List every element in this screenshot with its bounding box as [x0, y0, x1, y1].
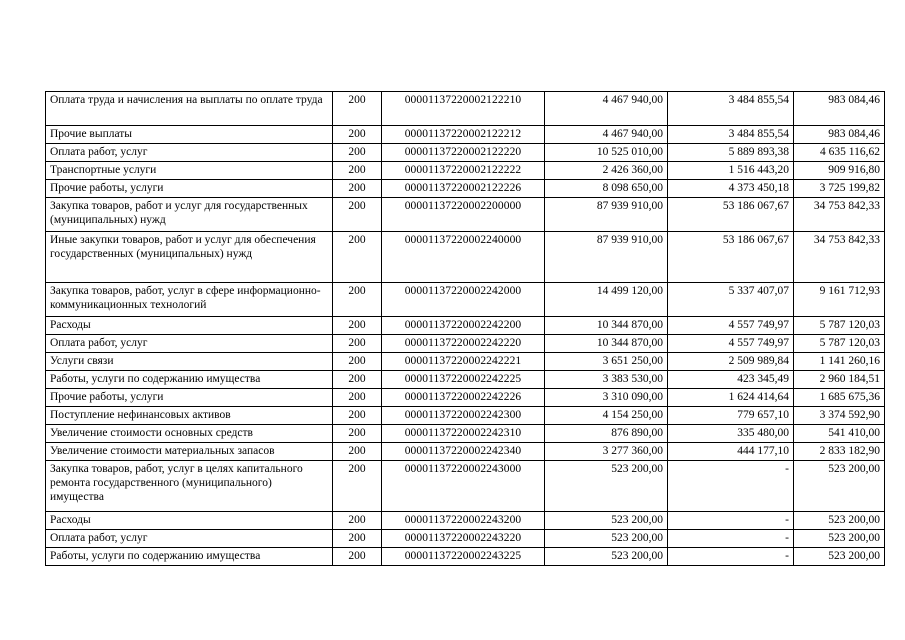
table-row: [46, 232, 885, 283]
table-row: [46, 283, 885, 317]
row-name-cell: Закупка товаров, работ, услуг в сфере информационно-коммуникационных технологий: [46, 283, 333, 317]
row-unexecuted-amount-cell: 523 200,00: [794, 512, 885, 530]
row-approved-amount-cell: 523 200,00: [545, 530, 668, 548]
row-approved-amount-cell: 10 344 870,00: [545, 335, 668, 353]
row-line-code-cell: 200: [333, 425, 382, 443]
row-unexecuted-amount-cell: 983 084,46: [794, 126, 885, 144]
row-unexecuted-amount-cell: 523 200,00: [794, 530, 885, 548]
row-executed-amount-cell: 2 509 989,84: [668, 353, 794, 371]
row-executed-amount-cell: 4 557 749,97: [668, 317, 794, 335]
row-approved-amount-cell: 876 890,00: [545, 425, 668, 443]
row-executed-amount-cell: 53 186 067,67: [668, 232, 794, 283]
row-name-cell: Расходы: [46, 512, 333, 530]
table-row: [46, 335, 885, 353]
row-unexecuted-amount-cell: 909 916,80: [794, 162, 885, 180]
row-classification-code-cell: 00001137220002242200: [382, 317, 545, 335]
row-line-code-cell: 200: [333, 353, 382, 371]
table-row: [46, 443, 885, 461]
row-line-code-cell: 200: [333, 92, 382, 126]
row-approved-amount-cell: 10 525 010,00: [545, 144, 668, 162]
row-name-cell: Поступление нефинансовых активов: [46, 407, 333, 425]
row-line-code-cell: 200: [333, 371, 382, 389]
table-body: [46, 92, 885, 566]
row-unexecuted-amount-cell: 4 635 116,62: [794, 144, 885, 162]
table-row: [46, 126, 885, 144]
table-row: [46, 198, 885, 232]
row-unexecuted-amount-cell: 3 374 592,90: [794, 407, 885, 425]
row-executed-amount-cell: 423 345,49: [668, 371, 794, 389]
row-approved-amount-cell: 523 200,00: [545, 461, 668, 512]
row-approved-amount-cell: 3 310 090,00: [545, 389, 668, 407]
row-line-code-cell: 200: [333, 407, 382, 425]
table-row: [46, 162, 885, 180]
row-classification-code-cell: 00001137220002242221: [382, 353, 545, 371]
row-classification-code-cell: 00001137220002242000: [382, 283, 545, 317]
row-line-code-cell: 200: [333, 232, 382, 283]
row-line-code-cell: 200: [333, 530, 382, 548]
row-unexecuted-amount-cell: 5 787 120,03: [794, 317, 885, 335]
row-approved-amount-cell: 2 426 360,00: [545, 162, 668, 180]
row-unexecuted-amount-cell: 2 833 182,90: [794, 443, 885, 461]
row-classification-code-cell: 00001137220002242300: [382, 407, 545, 425]
row-unexecuted-amount-cell: 2 960 184,51: [794, 371, 885, 389]
row-approved-amount-cell: 4 467 940,00: [545, 92, 668, 126]
row-line-code-cell: 200: [333, 548, 382, 566]
row-approved-amount-cell: 10 344 870,00: [545, 317, 668, 335]
row-unexecuted-amount-cell: 1 685 675,36: [794, 389, 885, 407]
row-unexecuted-amount-cell: 983 084,46: [794, 92, 885, 126]
row-line-code-cell: 200: [333, 461, 382, 512]
table-row: [46, 317, 885, 335]
row-approved-amount-cell: 87 939 910,00: [545, 232, 668, 283]
row-name-cell: Услуги связи: [46, 353, 333, 371]
row-executed-amount-cell: -: [668, 530, 794, 548]
row-name-cell: Увеличение стоимости основных средств: [46, 425, 333, 443]
row-line-code-cell: 200: [333, 512, 382, 530]
row-line-code-cell: 200: [333, 389, 382, 407]
row-executed-amount-cell: 335 480,00: [668, 425, 794, 443]
row-executed-amount-cell: 1 624 414,64: [668, 389, 794, 407]
table-row: [46, 371, 885, 389]
row-executed-amount-cell: 53 186 067,67: [668, 198, 794, 232]
table-row: [46, 389, 885, 407]
row-unexecuted-amount-cell: 523 200,00: [794, 548, 885, 566]
row-executed-amount-cell: 3 484 855,54: [668, 126, 794, 144]
row-name-cell: Оплата работ, услуг: [46, 335, 333, 353]
row-unexecuted-amount-cell: 3 725 199,82: [794, 180, 885, 198]
row-line-code-cell: 200: [333, 162, 382, 180]
row-line-code-cell: 200: [333, 198, 382, 232]
row-classification-code-cell: 00001137220002242220: [382, 335, 545, 353]
row-classification-code-cell: 00001137220002243200: [382, 512, 545, 530]
row-name-cell: Оплата работ, услуг: [46, 530, 333, 548]
row-classification-code-cell: 00001137220002122226: [382, 180, 545, 198]
row-classification-code-cell: 00001137220002122220: [382, 144, 545, 162]
row-classification-code-cell: 00001137220002122222: [382, 162, 545, 180]
row-name-cell: Прочие выплаты: [46, 126, 333, 144]
row-approved-amount-cell: 3 651 250,00: [545, 353, 668, 371]
row-approved-amount-cell: 4 154 250,00: [545, 407, 668, 425]
row-unexecuted-amount-cell: 5 787 120,03: [794, 335, 885, 353]
row-unexecuted-amount-cell: 1 141 260,16: [794, 353, 885, 371]
row-line-code-cell: 200: [333, 443, 382, 461]
row-approved-amount-cell: 14 499 120,00: [545, 283, 668, 317]
row-name-cell: Прочие работы, услуги: [46, 389, 333, 407]
row-unexecuted-amount-cell: 541 410,00: [794, 425, 885, 443]
row-approved-amount-cell: 3 277 360,00: [545, 443, 668, 461]
row-name-cell: Закупка товаров, работ, услуг в целях капитального ремонта государственного (муниципального) имущества: [46, 461, 333, 512]
row-line-code-cell: 200: [333, 126, 382, 144]
row-approved-amount-cell: 523 200,00: [545, 512, 668, 530]
table-row: [46, 548, 885, 566]
row-approved-amount-cell: 87 939 910,00: [545, 198, 668, 232]
row-executed-amount-cell: 779 657,10: [668, 407, 794, 425]
row-name-cell: Закупка товаров, работ и услуг для государственных (муниципальных) нужд: [46, 198, 333, 232]
row-executed-amount-cell: 5 889 893,38: [668, 144, 794, 162]
row-classification-code-cell: 00001137220002242310: [382, 425, 545, 443]
row-unexecuted-amount-cell: 523 200,00: [794, 461, 885, 512]
row-name-cell: Оплата труда и начисления на выплаты по оплате труда: [46, 92, 333, 126]
row-approved-amount-cell: 3 383 530,00: [545, 371, 668, 389]
row-classification-code-cell: 00001137220002243225: [382, 548, 545, 566]
table-row: [46, 353, 885, 371]
row-name-cell: Иные закупки товаров, работ и услуг для обеспечения государственных (муниципальных) нужд: [46, 232, 333, 283]
row-executed-amount-cell: -: [668, 548, 794, 566]
row-classification-code-cell: 00001137220002243000: [382, 461, 545, 512]
row-line-code-cell: 200: [333, 283, 382, 317]
row-name-cell: Транспортные услуги: [46, 162, 333, 180]
row-approved-amount-cell: 8 098 650,00: [545, 180, 668, 198]
budget-execution-table: [45, 91, 885, 566]
table-row: [46, 92, 885, 126]
row-classification-code-cell: 00001137220002242340: [382, 443, 545, 461]
row-name-cell: Расходы: [46, 317, 333, 335]
row-executed-amount-cell: 1 516 443,20: [668, 162, 794, 180]
row-line-code-cell: 200: [333, 144, 382, 162]
row-classification-code-cell: 00001137220002242226: [382, 389, 545, 407]
row-name-cell: Оплата работ, услуг: [46, 144, 333, 162]
row-classification-code-cell: 00001137220002243220: [382, 530, 545, 548]
row-approved-amount-cell: 523 200,00: [545, 548, 668, 566]
row-classification-code-cell: 00001137220002200000: [382, 198, 545, 232]
row-classification-code-cell: 00001137220002122210: [382, 92, 545, 126]
table-row: [46, 180, 885, 198]
row-classification-code-cell: 00001137220002122212: [382, 126, 545, 144]
row-name-cell: Увеличение стоимости материальных запасов: [46, 443, 333, 461]
row-line-code-cell: 200: [333, 180, 382, 198]
row-name-cell: Работы, услуги по содержанию имущества: [46, 548, 333, 566]
row-unexecuted-amount-cell: 34 753 842,33: [794, 198, 885, 232]
row-line-code-cell: 200: [333, 317, 382, 335]
row-executed-amount-cell: 5 337 407,07: [668, 283, 794, 317]
row-line-code-cell: 200: [333, 335, 382, 353]
table-row: [46, 144, 885, 162]
row-classification-code-cell: 00001137220002242225: [382, 371, 545, 389]
row-executed-amount-cell: 444 177,10: [668, 443, 794, 461]
row-executed-amount-cell: -: [668, 512, 794, 530]
table-row: [46, 512, 885, 530]
table-row: [46, 461, 885, 512]
table-row: [46, 407, 885, 425]
row-executed-amount-cell: 3 484 855,54: [668, 92, 794, 126]
row-classification-code-cell: 00001137220002240000: [382, 232, 545, 283]
row-name-cell: Работы, услуги по содержанию имущества: [46, 371, 333, 389]
table-row: [46, 425, 885, 443]
row-executed-amount-cell: 4 373 450,18: [668, 180, 794, 198]
table-row: [46, 530, 885, 548]
row-unexecuted-amount-cell: 9 161 712,93: [794, 283, 885, 317]
row-executed-amount-cell: 4 557 749,97: [668, 335, 794, 353]
row-executed-amount-cell: -: [668, 461, 794, 512]
row-approved-amount-cell: 4 467 940,00: [545, 126, 668, 144]
row-unexecuted-amount-cell: 34 753 842,33: [794, 232, 885, 283]
row-name-cell: Прочие работы, услуги: [46, 180, 333, 198]
